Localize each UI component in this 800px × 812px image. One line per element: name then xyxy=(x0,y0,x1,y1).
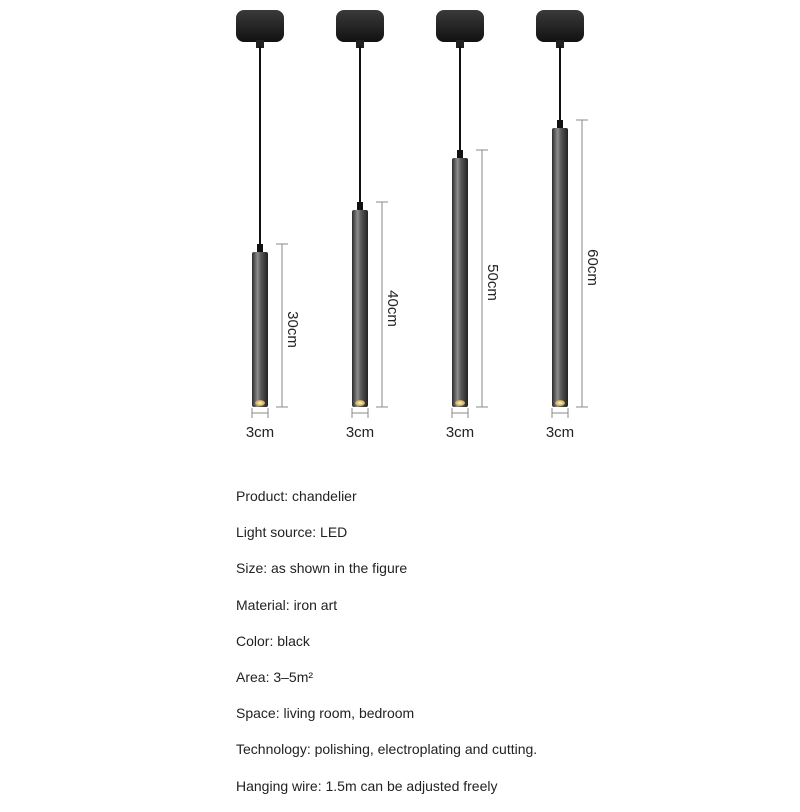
spec-line: Hanging wire: 1.5m can be adjusted freely xyxy=(236,777,498,794)
width-label: 3cm xyxy=(245,424,275,441)
spec-line: Area: 3–5m² xyxy=(236,668,314,685)
led-light-icon xyxy=(255,400,265,406)
ceiling-canopy xyxy=(336,10,384,42)
length-label: 40cm xyxy=(384,290,401,327)
lamp-tube xyxy=(252,252,268,407)
pendant-lamp-3 xyxy=(436,10,501,441)
ceiling-canopy xyxy=(436,10,484,42)
spec-line: Size: as shown in the figure xyxy=(236,560,408,577)
lamp-tube xyxy=(352,210,368,407)
length-label: 30cm xyxy=(284,311,301,348)
led-light-icon xyxy=(355,400,365,406)
width-label: 3cm xyxy=(445,424,475,441)
spec-line: Product: chandelier xyxy=(236,488,357,504)
lamp-tube xyxy=(552,128,568,407)
spec-line: Space: living room, bedroom xyxy=(236,705,415,722)
led-light-icon xyxy=(455,400,465,406)
pendant-lamp-2 xyxy=(336,10,401,441)
lamp-tube xyxy=(452,158,468,407)
spec-line: Color: black xyxy=(236,632,310,649)
length-label: 60cm xyxy=(584,249,601,286)
spec-line: Technology: polishing, electroplating and cutting. xyxy=(236,741,538,758)
spec-list xyxy=(236,486,537,812)
width-label: 3cm xyxy=(545,424,575,441)
width-label: 3cm xyxy=(345,424,375,441)
led-light-icon xyxy=(555,400,565,406)
spec-line: Material: iron art xyxy=(236,596,338,613)
pendant-lamp-4 xyxy=(536,10,601,441)
length-label: 50cm xyxy=(484,264,501,301)
ceiling-canopy xyxy=(236,10,284,42)
pendant-lamp-1 xyxy=(236,10,301,441)
ceiling-canopy xyxy=(536,10,584,42)
spec-line: Light source: LED xyxy=(236,524,348,541)
